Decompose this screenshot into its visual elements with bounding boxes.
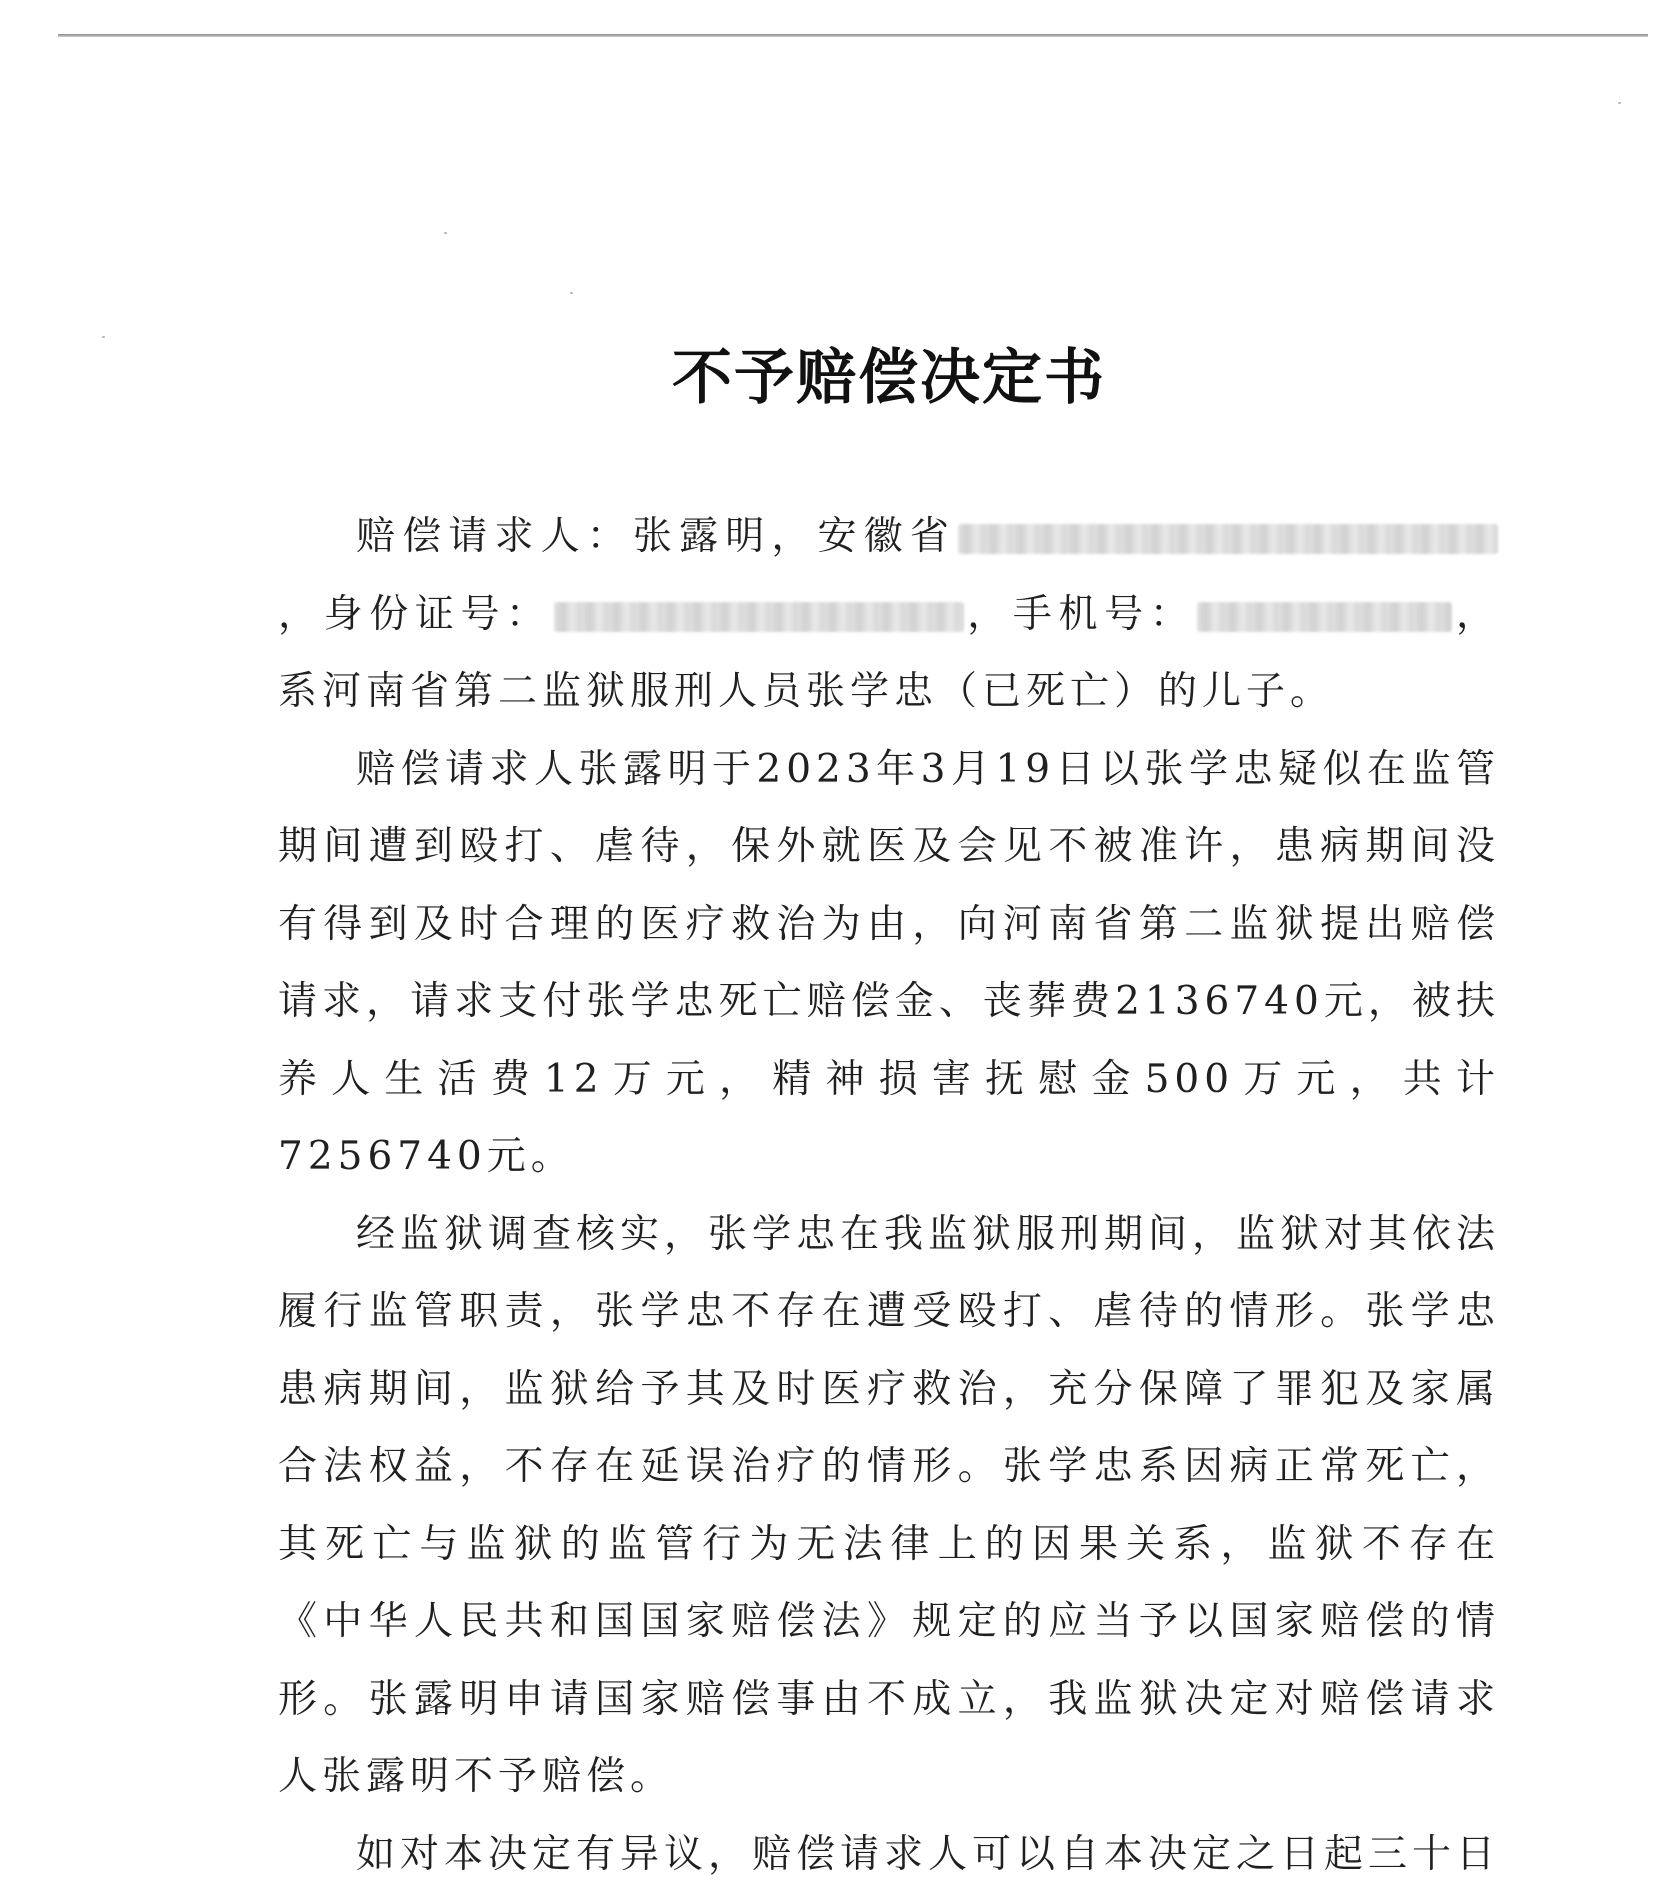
claimant-relation: ，系河南省第二监狱服刑人员张学忠（已死亡）的儿子。 [278, 592, 1500, 715]
redacted-id-number [554, 602, 964, 632]
paragraph-claim: 赔偿请求人张露明于2023年3月19日以张学忠疑似在监管期间遭到殴打、虐待，保外就医及会见不被准许，患病期间没有得到及时合理的医疗救治为由，向河南省第二监狱提出赔偿请求，请求支付张学忠死亡赔偿金、丧葬费2136740元，被扶养人生活费12万元，精神损害抚慰金500万元，共计7256740元。 [278, 731, 1500, 1196]
paragraph-claimant [278, 498, 1500, 731]
redacted-address [958, 524, 1498, 554]
paragraph-findings: 经监狱调查核实，张学忠在我监狱服刑期间，监狱对其依法履行监管职责，张学忠不存在遭受殴打、虐待的情形。张学忠患病期间，监狱给予其及时医疗救治，充分保障了罪犯及家属合法权益，不存在延误治疗的情形。张学忠系因病正常死亡，其死亡与监狱的监管行为无法律上的因果关系，监狱不存在《中华人民共和国国家赔偿法》规定的应当予以国家赔偿的情形。张露明申请国家赔偿事由不成立，我监狱决定对赔偿请求人张露明不予赔偿。 [278, 1196, 1500, 1816]
scan-speck [102, 336, 105, 338]
scan-speck [570, 292, 573, 294]
phone-label: ，手机号： [966, 592, 1196, 637]
top-scan-rule [58, 34, 1648, 37]
document-body [278, 498, 1500, 1893]
paragraph-appeal: 如对本决定有异议，赔偿请求人可以自本决定之日起三十日 [278, 1816, 1500, 1893]
id-label: ，身份证号： [278, 592, 552, 637]
claimant-intro: 赔偿请求人：张露明，安徽省 [356, 514, 956, 559]
redacted-phone-number [1197, 602, 1452, 632]
document-title: 不予赔偿决定书 [278, 330, 1500, 416]
scan-speck [444, 232, 447, 234]
scan-speck [1618, 102, 1621, 104]
